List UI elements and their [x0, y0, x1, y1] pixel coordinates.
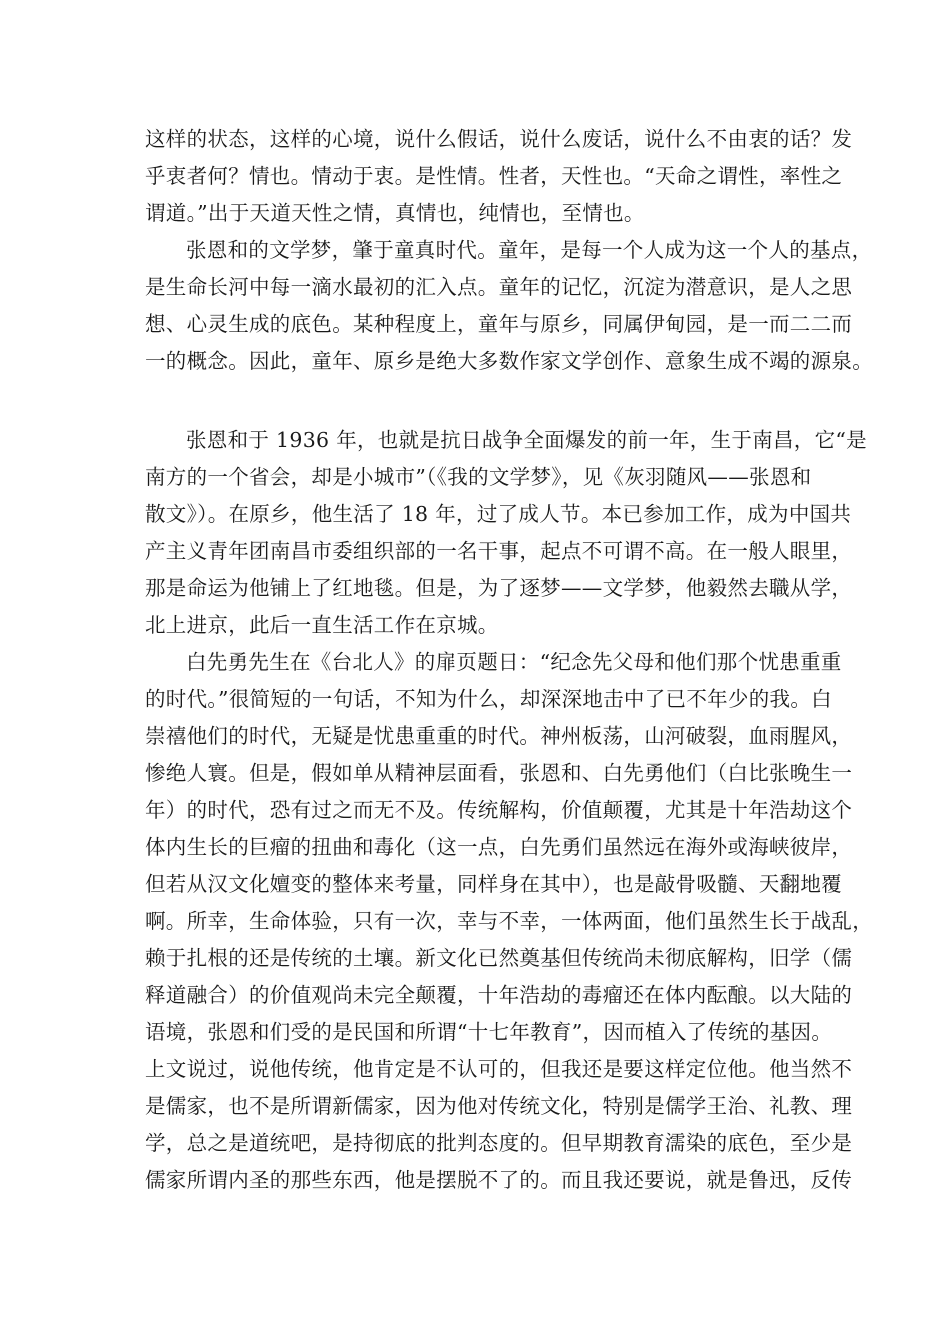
text-line: 学，总之是道统吧，是持彻底的批判态度的。但早期教育濡染的底色，至少是 — [145, 1131, 853, 1155]
text-line: 那是命运为他铺上了红地毯。但是，为了逐梦——文学梦，他毅然去職从学， — [145, 576, 853, 600]
paragraph-start-line: 张恩和的文学梦，肇于童真时代。童年，是每一个人成为这一个人的基点， — [186, 238, 873, 262]
paragraph-start-line: 张恩和于 1936 年，也就是抗日战争全面爆发的前一年，生于南昌，它“是 — [186, 428, 867, 452]
text-line: 儒家所谓内圣的那些东西，他是摆脱不了的。而且我还要说，就是鲁迅，反传 — [145, 1168, 853, 1192]
text-line: 赖于扎根的还是传统的土壤。新文化已然奠基但传统尚未彻底解构，旧学（儒 — [145, 946, 853, 970]
text-line: 但若从汉文化嬗变的整体来考量，同样身在其中），也是敲骨吸髓、天翻地覆 — [145, 872, 842, 896]
text-line: 年）的时代，恐有过之而无不及。传统解构，价值颠覆，尤其是十年浩劫这个 — [145, 798, 853, 822]
text-line: 上文说过，说他传统，他肯定是不认可的，但我还是要这样定位他。他当然不 — [145, 1057, 853, 1081]
text-line: 产主义青年团南昌市委组织部的一名干事，起点不可谓不高。在一般人眼里， — [145, 539, 853, 563]
text-line: 啊。所幸，生命体验，只有一次，幸与不幸，一体两面，他们虽然生长于战乱， — [145, 909, 873, 933]
text-line: 想、心灵生成的底色。某种程度上，童年与原乡，同属伊甸园，是一而二二而 — [145, 312, 853, 336]
text-line: 北上进京，此后一直生活工作在京城。 — [145, 613, 499, 637]
text-line: 谓道。”出于天道天性之情，真情也，纯情也，至情也。 — [145, 201, 645, 225]
text-line: 是生命长河中每一滴水最初的汇入点。童年的记忆，沉淀为潜意识，是人之思 — [145, 275, 853, 299]
text-line: 这样的状态，这样的心境，说什么假话，说什么废话，说什么不由衷的话？发 — [145, 127, 853, 151]
text-line: 散文》）。在原乡，他生活了 18 年，过了成人节。本已参加工作，成为中国共 — [145, 502, 852, 526]
text-line: 体内生长的巨瘤的扭曲和毒化（这一点，白先勇们虽然远在海外或海峡彼岸， — [145, 835, 853, 859]
text-line: 语境，张恩和们受的是民国和所谓“十七年教育”，因而植入了传统的基因。 — [145, 1020, 833, 1044]
text-line: 释道融合）的价值观尚未完全颠覆，十年浩劫的毒瘤还在体内酝酿。以大陆的 — [145, 983, 853, 1007]
text-line: 崇禧他们的时代，无疑是忧患重重的时代。神州板荡，山河破裂，血雨腥风， — [145, 724, 853, 748]
text-line: 的时代。”很简短的一句话，不知为什么，却深深地击中了已不年少的我。白 — [145, 687, 832, 711]
text-line: 惨绝人寰。但是，假如单从精神层面看，张恩和、白先勇他们（白比张晚生一 — [145, 761, 853, 785]
text-line: 一的概念。因此，童年、原乡是绝大多数作家文学创作、意象生成不竭的源泉。 — [145, 349, 873, 373]
text-line: 南方的一个省会，却是小城市”（《我的文学梦》，见《灰羽随风——张恩和 — [145, 465, 812, 489]
text-line: 乎衷者何？情也。情动于衷。是性情。性者，天性也。“天命之谓性，率性之 — [145, 164, 843, 188]
paragraph-start-line: 白先勇先生在《台北人》的扉页题日：“纪念先父母和他们那个忧患重重 — [186, 650, 842, 674]
text-line: 是儒家，也不是所谓新儒家，因为他对传统文化，特别是儒学王治、礼教、理 — [145, 1094, 853, 1118]
